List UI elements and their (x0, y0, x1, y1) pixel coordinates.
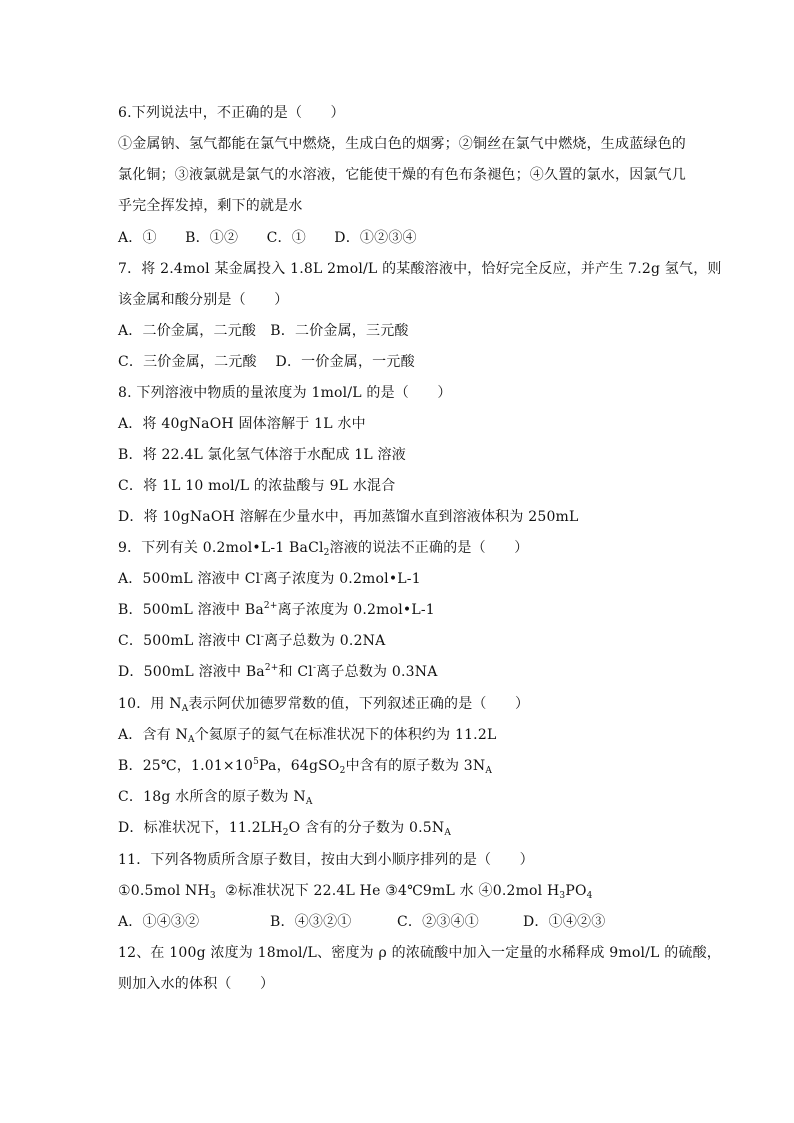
q9-option-b: B．500mL 溶液中 $Ba^{2+}$离子浓度为 0.2mol•L-1 (118, 601, 435, 618)
q7-stem-line2: 该金属和酸分别是（ ） (118, 292, 289, 308)
q12-stem-line2: 则加入水的体积（ ） (118, 976, 275, 992)
q6-options: A．① B．①② C．① D．①②③④ (118, 230, 417, 246)
q7-options-ab: A．二价金属，二元酸 B．二价金属，三元酸 (118, 323, 409, 339)
q6-statement-line1: ①金属钠、氢气都能在氯气中燃烧，生成白色的烟雾；②铜丝在氯气中燃烧，生成蓝绿色的 (118, 136, 686, 152)
q8-option-c: C．将 1L 10 mol/L 的浓盐酸与 9L 水混合 (118, 478, 396, 494)
q6-statement-line2: 氯化铜；③液氯就是氯气的水溶液，它能使干燥的有色布条褪色；④久置的氯水，因氯气几 (118, 167, 686, 183)
q6-statement-line3: 乎完全挥发掉，剩下的就是水 (118, 198, 303, 214)
q8-stem: 8. 下列溶液中物质的量浓度为 1mol/L 的是（ ） (118, 385, 452, 401)
q8-option-b: B．将 22.4L 氯化氢气体溶于水配成 1L 溶液 (118, 447, 406, 463)
q9-option-a: A．500mL 溶液中 Cl-离子浓度为 0.2mol•L-1 (118, 570, 421, 587)
q11-option-a: A．①④③② (118, 914, 200, 930)
q10-option-c: C．18g 水所含的原子数为 $N_A$ (118, 789, 313, 807)
q9-option-c: C．500mL 溶液中 Cl-离子总数为 0.2NA (118, 632, 386, 649)
q8-option-d: D．将 10gNaOH 溶解在少量水中，再加蒸馏水直到溶液体积为 250mL (118, 509, 579, 525)
q6-stem: 6.下列说法中，不正确的是（ ） (118, 105, 345, 121)
q11-option-b: B．④③②① (270, 914, 352, 930)
q11-items: ①0.5mol $NH_3$ ②标准状况下 22.4L He ③4℃9mL 水 ④0.2mol $H_3PO_4$ (118, 883, 593, 901)
q7-stem-line1: 7．将 2.4mol 某金属投入 1.8L 2mol/L 的某酸溶液中，恰好完全反应，并产生 7.2g 氢气，则 (118, 261, 722, 277)
q11-option-c: C．②③④① (397, 914, 479, 930)
q10-option-a: A．含有 $N_A$个氦原子的氦气在标准状况下的体积约为 11.2L (118, 727, 497, 745)
q9-option-d: D．500mL 溶液中 $Ba^{2+}$和 Cl-离子总数为 0.3NA (118, 663, 438, 680)
q11-option-d: D．①④②③ (523, 914, 606, 930)
q11-options (118, 912, 605, 932)
q11-stem: 11．下列各物质所含原子数目，按由大到小顺序排列的是（ ） (118, 852, 534, 868)
q10-option-d: D．标准状况下，$11.2LH_2O$ 含有的分子数为 $0.5N_A$ (118, 820, 452, 838)
q9-stem: 9．下列有关 0.2mol•L-1 BaCl$_2$溶液的说法不正确的是（ ） (118, 540, 529, 558)
q10-option-b: B．25℃，$1.01\times 10^5Pa$，64gSO$_2$中含有的原子数为 $3N_A$ (118, 757, 493, 776)
q8-option-a: A．将 40gNaOH 固体溶解于 1L 水中 (118, 416, 366, 432)
q7-options-cd: C．三价金属，二元酸 D．一价金属，一元酸 (118, 354, 415, 370)
q12-stem-line1: 12、在 100g 浓度为 18mol/L、密度为 ρ 的浓硫酸中加入一定量的水稀释成 9mol/L 的硫酸， (118, 945, 721, 961)
q10-stem: 10．用 $N_A$表示阿伏加德罗常数的值，下列叙述正确的是（ ） (118, 696, 530, 714)
